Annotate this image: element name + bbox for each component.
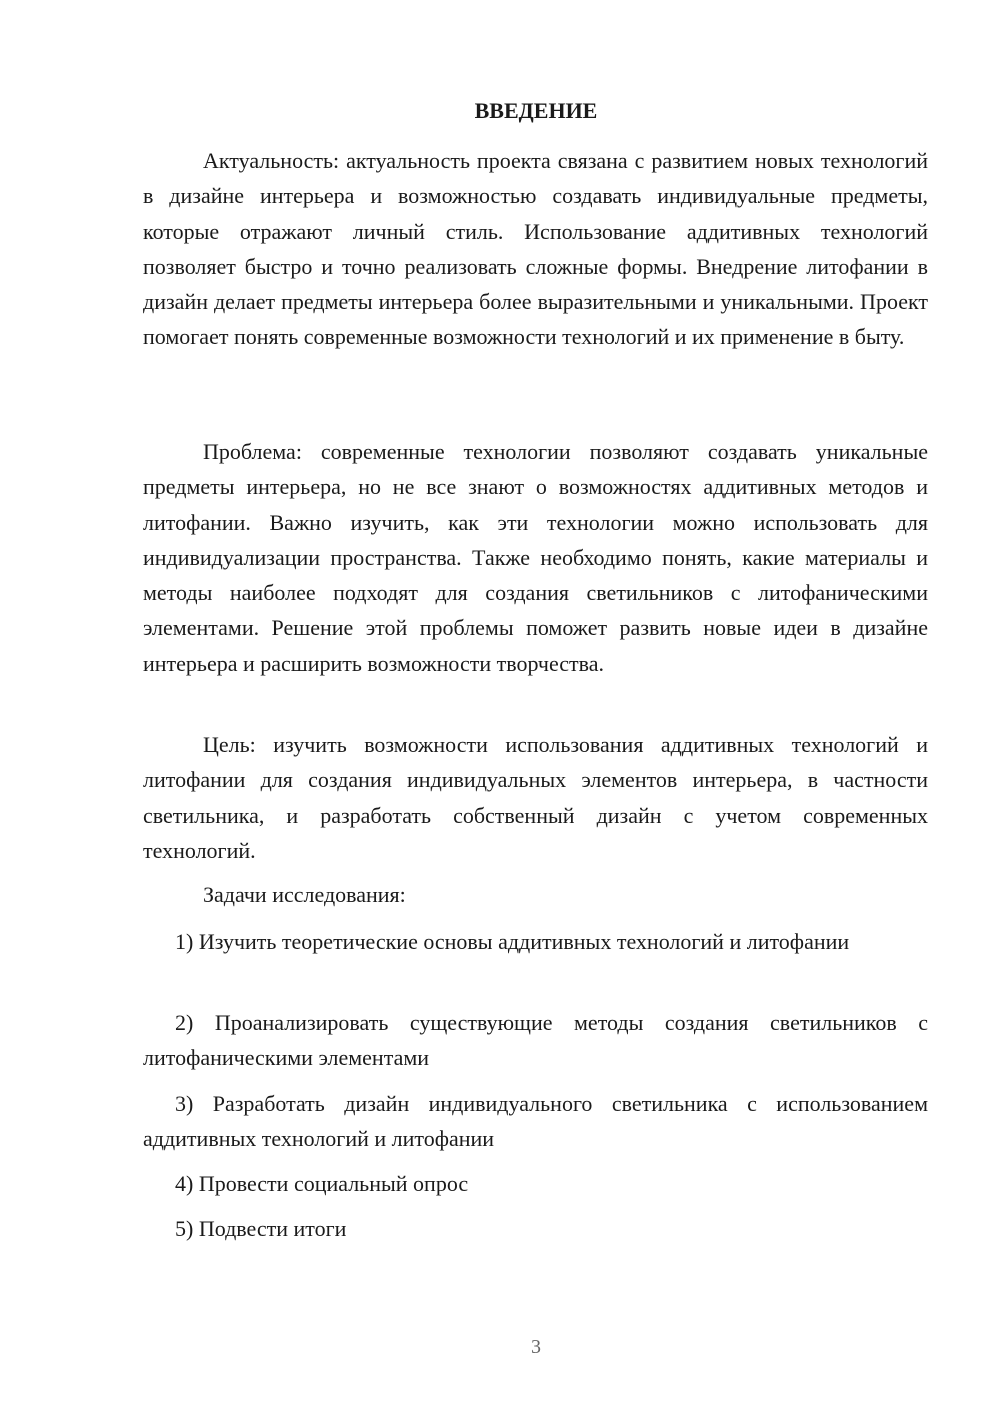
paragraph-problem: Проблема: современные технологии позволяют создавать уникальные предметы интерьера, но не все знают о возможностях аддитивных методов и литофании. Важно изучить, как эти технологии можно использовать для индивидуализации пространства. Также необходимо понять, какие материалы и методы наиболее подходят для создания светильников с литофаническими элементами. Решение этой проблемы поможет развить новые идеи в дизайне интерьера и расширить возможности творчества. [143,439,928,676]
task-item-1: 1) Изучить теоретические основы аддитивных технологий и литофании [175,929,850,954]
task-item-4: 4) Провести социальный опрос [175,1171,469,1196]
paragraph-relevance: Актуальность: актуальность проекта связана с развитием новых технологий в дизайне интерьера и возможностью создавать индивидуальные предметы, которые отражают личный стиль. Использование аддитивных технологий позволяет быстро и точно реализовать сложные формы. Внедрение литофании в дизайн делает предметы интерьера более выразительными и уникальными. Проект помогает понять современные возможности технологий и их применение в быту. [143,148,928,350]
task-item-3: 3) Разработать дизайн индивидуального светильника с использованием аддитивных технологий и литофании [143,1091,928,1152]
paragraph-tasks-heading: Задачи исследования: [203,882,406,907]
page-number: 3 [531,1336,541,1358]
task-item-5: 5) Подвести итоги [175,1216,347,1241]
page-title: ВВЕДЕНИЕ [474,98,598,123]
task-item-2: 2) Проанализировать существующие методы создания светильников с литофаническими элементами [143,1010,928,1071]
paragraph-goal: Цель: изучить возможности использования аддитивных технологий и литофании для создания индивидуальных элементов интерьера, в частности светильника, и разработать собственный дизайн с учетом современных технологий. [143,732,928,863]
